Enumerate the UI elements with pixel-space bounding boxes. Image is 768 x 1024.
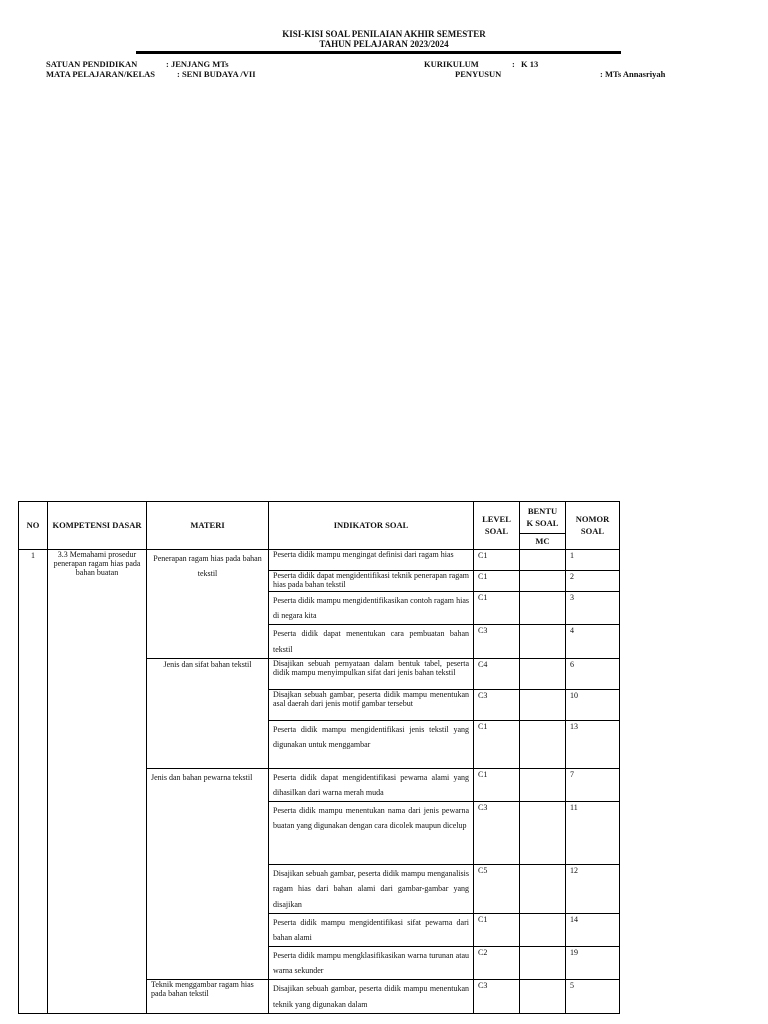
level-cell: C5	[474, 865, 520, 914]
mc-cell	[520, 720, 566, 768]
penyusun-label: PENYUSUN	[455, 69, 502, 79]
level-cell: C3	[474, 625, 520, 658]
level-cell: C3	[474, 802, 520, 865]
mapel-value: : SENI BUDAYA /VII	[177, 69, 256, 79]
header-indikator-soal: INDIKATOR SOAL	[269, 502, 474, 550]
mc-cell	[520, 689, 566, 720]
header-no: NO	[19, 502, 48, 550]
level-cell: C3	[474, 689, 520, 720]
indikator-cell: Peserta didik mampu mengidentifikasi jenis tekstil yang digunakan untuk menggambar	[269, 720, 474, 768]
indikator-cell: Disajikan sebuah gambar, peserta didik mampu menganalisis ragam hias dari bahan alami dari gambar-gambar yang disajikan	[269, 865, 474, 914]
document-subtitle: TAHUN PELAJARAN 2023/2024	[319, 39, 449, 49]
mc-cell	[520, 913, 566, 946]
satuan-value: : JENJANG MTs	[166, 59, 229, 69]
nomor-cell: 19	[566, 947, 620, 980]
kurikulum-colon: :	[512, 59, 515, 69]
mapel-label: MATA PELAJARAN/KELAS	[46, 69, 156, 79]
kompetensi-dasar-cell: 3.3 Memahami prosedur penerapan ragam hias pada bahan buatan	[48, 550, 147, 1014]
level-cell: C1	[474, 913, 520, 946]
mc-cell	[520, 592, 566, 625]
level-cell: C1	[474, 550, 520, 571]
indikator-cell: Peserta didik mampu mengidentifikasikan contoh ragam hias di negara kita	[269, 592, 474, 625]
mc-cell	[520, 802, 566, 865]
level-cell: C4	[474, 658, 520, 689]
materi-cell: Jenis dan bahan pewarna tekstil	[147, 768, 269, 980]
nomor-cell: 13	[566, 720, 620, 768]
level-cell: C2	[474, 947, 520, 980]
materi-cell: Teknik menggambar ragam hias pada bahan tekstil	[147, 980, 269, 1013]
indikator-cell: Peserta didik dapat menentukan cara pembuatan bahan tekstil	[269, 625, 474, 658]
mc-cell	[520, 550, 566, 571]
indikator-cell: Peserta didik mampu mengingat definisi dari ragam hias	[269, 550, 474, 571]
header-nomor-soal: NOMOR SOAL	[566, 502, 620, 550]
document-title: KISI-KISI SOAL PENILAIAN AKHIR SEMESTER	[282, 29, 486, 39]
level-cell: C1	[474, 571, 520, 592]
indikator-cell: Peserta didik dapat mengidentifikasi pewarna alami yang dihasilkan dari warna merah muda	[269, 768, 474, 801]
penyusun-value: : MTs Annasriyah	[600, 69, 666, 79]
nomor-cell: 7	[566, 768, 620, 801]
mc-cell	[520, 571, 566, 592]
nomor-cell: 4	[566, 625, 620, 658]
indikator-cell: Disajikan sebuah gambar, peserta didik mampu menentukan teknik yang digunakan dalam	[269, 980, 474, 1013]
table-row	[19, 550, 620, 571]
header-level-soal: LEVEL SOAL	[474, 502, 520, 550]
header-bentuk-mc: MC	[520, 534, 566, 550]
indikator-cell: Disajkan sebuah gambar, peserta didik mampu menentukan asal daerah dari jenis motif gambar tersebut	[269, 689, 474, 720]
title-rule	[136, 51, 621, 54]
mc-cell	[520, 980, 566, 1013]
nomor-cell: 12	[566, 865, 620, 914]
nomor-cell: 5	[566, 980, 620, 1013]
kurikulum-label: KURIKULUM	[424, 59, 479, 69]
indikator-cell: Disajikan sebuah pernyataan dalam bentuk tabel, peserta didik mampu menyimpulkan sifat dari jenis bahan tekstil	[269, 658, 474, 689]
satuan-label: SATUAN PENDIDIKAN	[46, 59, 138, 69]
mc-cell	[520, 658, 566, 689]
mc-cell	[520, 625, 566, 658]
nomor-cell: 6	[566, 658, 620, 689]
kisi-kisi-table	[18, 501, 620, 1014]
mc-cell	[520, 947, 566, 980]
nomor-cell: 10	[566, 689, 620, 720]
materi-cell: Jenis dan sifat bahan tekstil	[147, 658, 269, 768]
nomor-cell: 1	[566, 550, 620, 571]
kurikulum-value: K 13	[521, 59, 539, 69]
nomor-cell: 14	[566, 913, 620, 946]
materi-cell: Penerapan ragam hias pada bahan tekstil	[147, 550, 269, 659]
level-cell: C1	[474, 720, 520, 768]
header-kompetensi-dasar: KOMPETENSI DASAR	[48, 502, 147, 550]
level-cell: C1	[474, 592, 520, 625]
row-number: 1	[19, 550, 48, 1014]
mc-cell	[520, 865, 566, 914]
mc-cell	[520, 768, 566, 801]
nomor-cell: 11	[566, 802, 620, 865]
level-cell: C3	[474, 980, 520, 1013]
indikator-cell: Peserta didik mampu mengidentifikasi sifat pewarna dari bahan alami	[269, 913, 474, 946]
level-cell: C1	[474, 768, 520, 801]
indikator-cell: Peserta didik mampu menentukan nama dari jenis pewarna buatan yang digunakan dengan cara dicolek maupun dicelup	[269, 802, 474, 865]
nomor-cell: 2	[566, 571, 620, 592]
header-bentuk-soal: BENTU K SOAL	[520, 502, 566, 534]
indikator-cell: Peserta didik mampu mengklasifikasikan warna turunan atau warna sekunder	[269, 947, 474, 980]
header-materi: MATERI	[147, 502, 269, 550]
indikator-cell: Peserta didik dapat mengidentifikasi teknik penerapan ragam hias pada bahan tekstil	[269, 571, 474, 592]
nomor-cell: 3	[566, 592, 620, 625]
